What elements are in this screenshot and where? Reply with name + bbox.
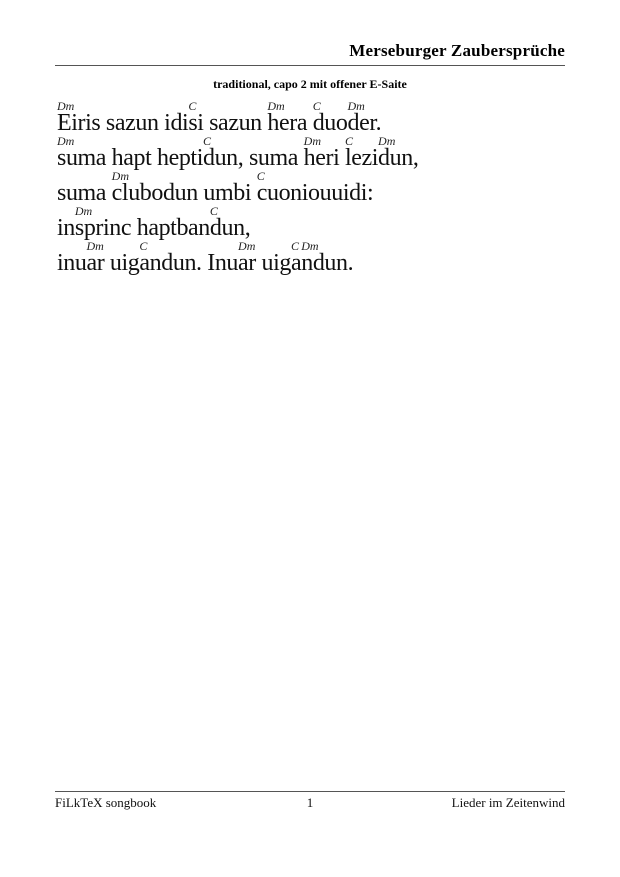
- page-header: [55, 41, 565, 66]
- chord-label: Dm: [238, 239, 256, 253]
- page-footer: [55, 791, 565, 811]
- lyric-text: a: [290, 250, 302, 276]
- song-line: [57, 170, 418, 205]
- lyric-text: andun. Inu: [139, 250, 239, 276]
- lyric-text: suma: [57, 180, 112, 206]
- lyric-text: ndun.: [301, 250, 354, 276]
- lyric-segment: [188, 100, 267, 134]
- lyric-segment: [57, 100, 188, 134]
- chord-label: Dm: [301, 239, 319, 253]
- lyric-segment: [57, 170, 112, 204]
- lyric-segment: [57, 205, 75, 239]
- lyric-segment: [210, 205, 250, 239]
- lyric-text: clubodun umbi: [111, 180, 257, 206]
- lyric-text: lezi: [344, 145, 379, 171]
- chord-label: C: [256, 169, 265, 183]
- chord-label: Dm: [111, 169, 130, 183]
- lyric-text: heri: [303, 145, 345, 171]
- chord-label: C: [209, 204, 218, 218]
- chord-label: C: [344, 134, 353, 148]
- chord-label: Dm: [378, 134, 396, 148]
- lyric-segment: [348, 100, 382, 134]
- lyric-segment: [313, 100, 348, 134]
- lyric-segment: [345, 135, 378, 169]
- chord-label: C: [139, 239, 148, 253]
- song-title: Merseburger Zaubersprüche: [349, 41, 565, 60]
- lyric-segment: [57, 240, 86, 274]
- chord-label: Dm: [57, 99, 75, 113]
- lyric-segment: [75, 205, 210, 239]
- lyric-segment: [139, 240, 238, 274]
- chord-label: C: [312, 99, 321, 113]
- lyric-text: hera: [267, 110, 313, 136]
- chord-label: Dm: [57, 134, 75, 148]
- chord-label: Dm: [267, 99, 285, 113]
- song-line: [57, 240, 418, 275]
- lyric-segment: [378, 135, 418, 169]
- lyric-text: suma hapt hepti: [57, 145, 203, 171]
- lyric-text: cuoniouuidi:: [256, 180, 374, 206]
- lyric-text: dun, suma: [202, 145, 304, 171]
- lyric-segment: [291, 240, 301, 274]
- song-subtitle: traditional, capo 2 mit offener E-Saite: [213, 77, 407, 91]
- chord-label: Dm: [303, 134, 321, 148]
- lyric-text: in: [57, 215, 75, 241]
- lyric-segment: [304, 135, 345, 169]
- lyric-segment: [203, 135, 304, 169]
- song-line: [57, 100, 418, 135]
- song-line: [57, 135, 418, 170]
- lyric-segment: [86, 240, 139, 274]
- chord-label: Dm: [74, 204, 93, 218]
- lyric-segment: [238, 240, 291, 274]
- lyric-text: sprinc haptban: [74, 215, 210, 241]
- chord-label: C: [290, 239, 299, 253]
- lyric-segment: [301, 240, 353, 274]
- footer-left-text: FiLkTeX songbook: [55, 795, 157, 810]
- song-lyrics: [57, 100, 418, 275]
- lyric-segment: [257, 170, 374, 204]
- lyric-text: ar uig: [238, 250, 291, 276]
- footer-row: [55, 795, 565, 811]
- lyric-text: dun,: [378, 145, 419, 171]
- lyric-text: Eiris sazun idi: [57, 110, 189, 136]
- page-number: 1: [306, 795, 314, 810]
- lyric-segment: [112, 170, 257, 204]
- chord-label: C: [188, 99, 197, 113]
- lyric-segment: [267, 100, 312, 134]
- song-line: [57, 205, 418, 240]
- chord-label: Dm: [86, 239, 104, 253]
- lyric-text: dun,: [209, 215, 251, 241]
- lyric-segment: [57, 135, 203, 169]
- footer-right-text: Lieder im Zeitenwind: [451, 795, 565, 810]
- lyric-text: inu: [57, 250, 87, 276]
- chord-label: C: [202, 134, 211, 148]
- lyric-text: ar uig: [86, 250, 140, 276]
- lyric-text: si sazun: [188, 110, 268, 136]
- lyric-text: der.: [347, 110, 382, 136]
- lyric-text: duo: [312, 110, 348, 136]
- chord-label: Dm: [347, 99, 365, 113]
